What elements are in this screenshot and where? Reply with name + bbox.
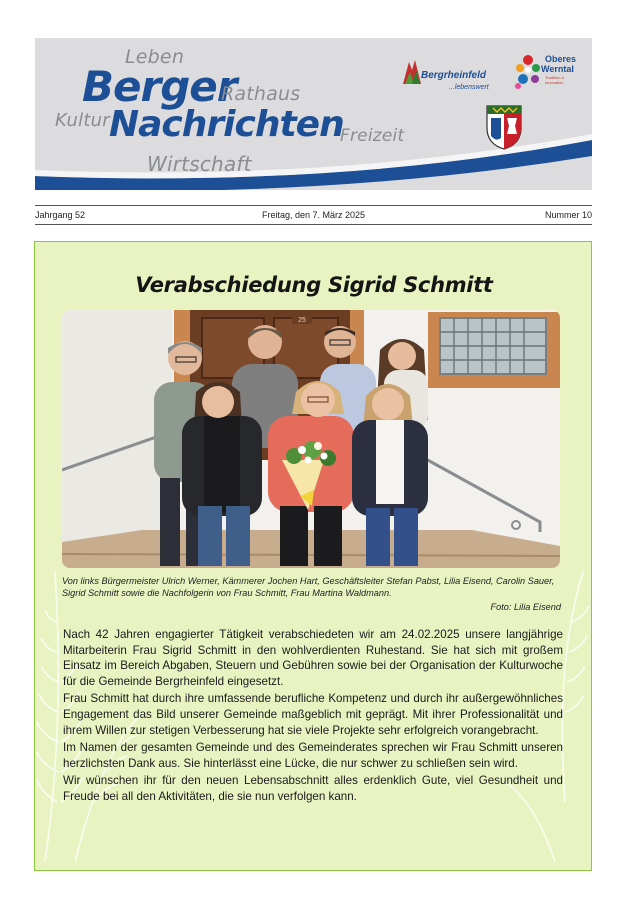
article-body [63,627,563,807]
article-box [34,241,592,871]
article-paragraph: Frau Schmitt hat durch ihre umfassende berufliche Kompetenz und durch ihr außergewöhnliches Engagement das Bild unserer Gemeinde maßgeblich mit geprägt. Mit ihrer Professionalität und ihrem Willen zur stetigen Verbesserung hat sie viele Projekte sehr erfolgreich vorangebracht. [63,692,563,737]
masthead-title-nachrichten: Nachrichten [109,104,344,145]
oberes-werntal-emblem-icon [513,52,543,92]
masthead-word-rathaus: Rathaus [221,83,301,105]
issue-date: Freitag, den 7. März 2025 [261,210,366,220]
issue-bar [35,205,592,225]
coat-of-arms-icon [485,104,523,150]
masthead [35,38,592,190]
photo-caption: Von links Bürgermeister Ulrich Werner, Kämmerer Jochen Hart, Geschäftsleiter Stefan Pabst, Lilia Eisend, Carolin Sauer, Sigrid Schmitt sowie die Nachfolgerin von Frau Schmitt, Frau Martina Waldmann. [62,576,555,598]
article-paragraph: Wir wünschen ihr für den neuen Lebensabschnitt alles erdenklich Gute, viel Gesundheit und Freude bei all den Aktivitäten, die sie nun verfolgen kann. [63,774,563,803]
masthead-word-leben: Leben [125,46,185,68]
masthead-title-berger: Berger [82,62,237,111]
oberes-werntal-tagline [545,75,564,85]
oberes-werntal-line1: Oberes [545,54,577,64]
masthead-word-freizeit: Freizeit [340,126,405,146]
oberes-werntal-logo [513,52,589,96]
issue-volume: Jahrgang 52 [35,210,86,220]
issue-number: Nummer 10 [544,210,592,220]
article-paragraph: Im Namen der gesamten Gemeinde und des Gemeinderates sprechen wir Frau Schmitt unseren herzlichsten Dank aus. Sie hinterlässt eine Lücke, die nur schwer zu schließen sein wird. [63,741,563,770]
bergrheinfeld-logo-tagline: ...lebenswert [449,84,489,91]
bergrheinfeld-logo-name: Bergrheinfeld [421,70,487,81]
oberes-werntal-line4: Innovation [545,80,564,85]
group-photo [62,310,560,568]
oberes-werntal-line3: Tradition & [545,75,565,80]
door-number: 25 [298,317,306,324]
masthead-word-kultur: Kultur [55,110,110,131]
article-headline: Verabschiedung Sigrid Schmitt [135,273,493,297]
bergrheinfeld-logo [401,58,501,98]
masthead-word-wirtschaft: Wirtschaft [147,152,252,176]
bergrheinfeld-emblem-icon [401,58,423,86]
oberes-werntal-line2: Werntal [541,64,574,74]
article-paragraph: Nach 42 Jahren engagierter Tätigkeit verabschiedeten wir am 24.02.2025 unsere langjährige Mitarbeiterin Frau Sigrid Schmitt in den wohlverdienten Ruhestand. Sie hat sich mit großem Einsatz im Bereich Abgaben, Steuern und Gebühren sowie bei der Organisation der Kulturwoche für die Gemeinde Bergrheinfeld eingesetzt. [63,628,563,688]
photo-credit: Foto: Lilia Eisend [490,602,561,612]
